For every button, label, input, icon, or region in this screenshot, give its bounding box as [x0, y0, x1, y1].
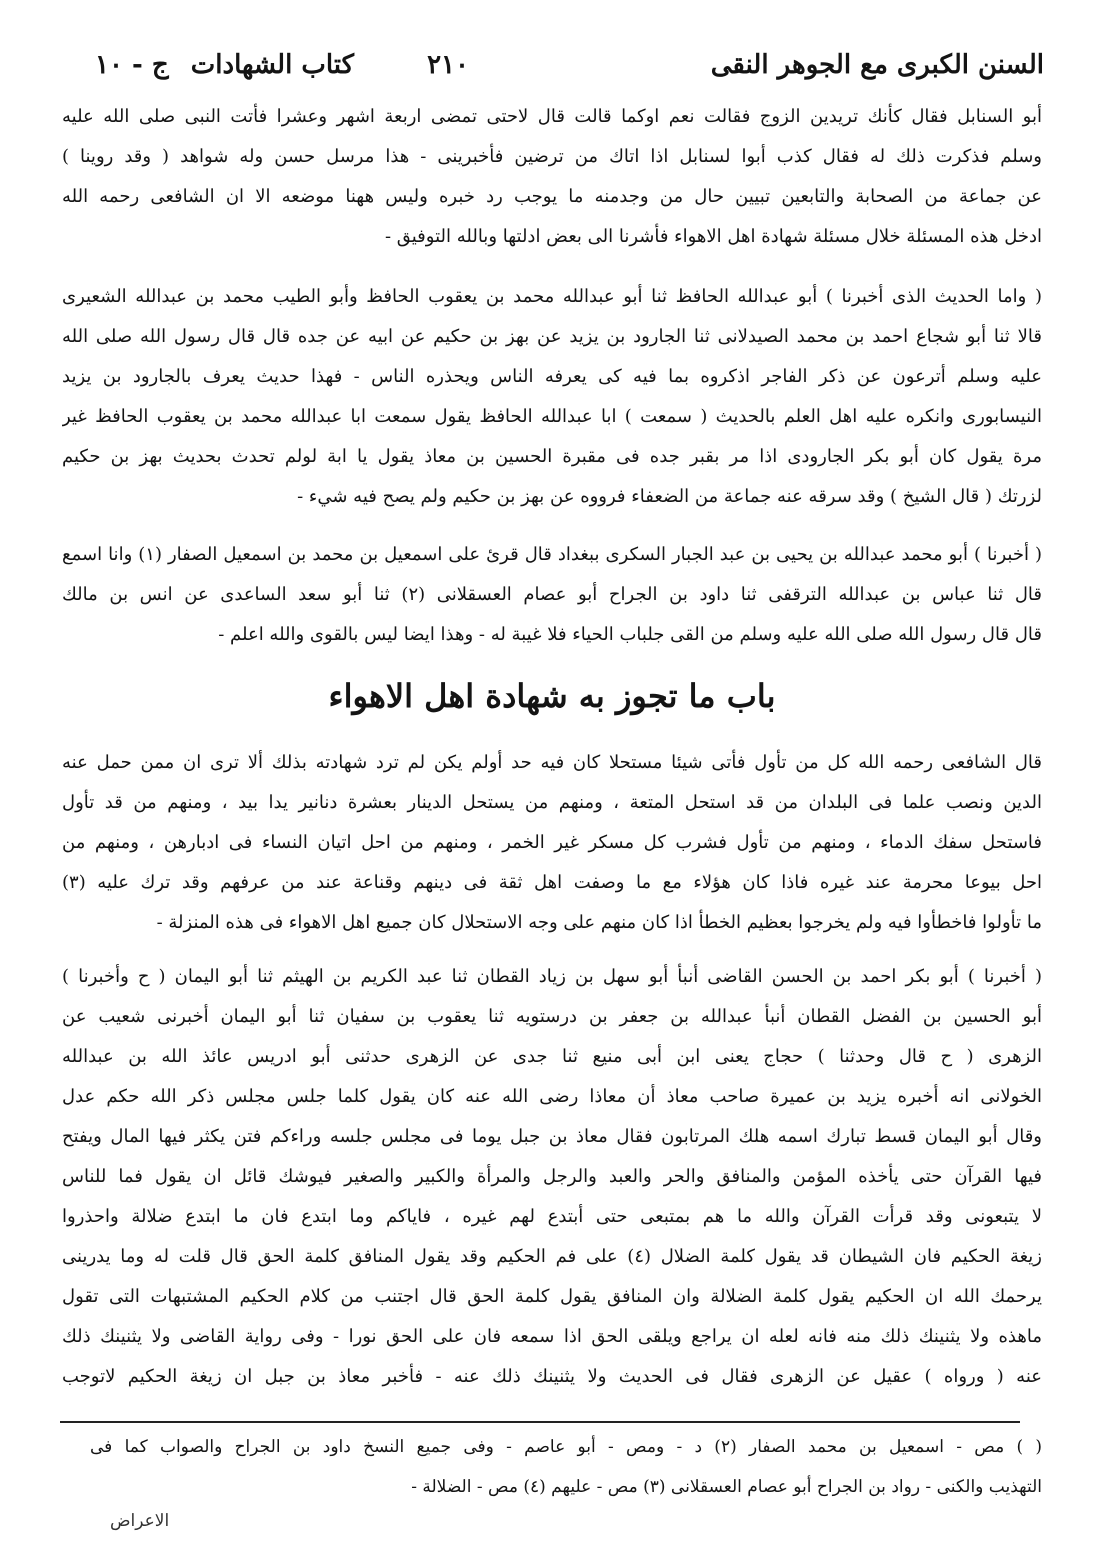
text-line: عنه ( ورواه ) عقيل عن الزهرى فقال فى الحديث ولا يثنينك ذلك عنه - فأخبر معاذ بن جبل ان زيغة الحكيم لاتوجب: [62, 1366, 1042, 1387]
text-line: عليه وسلم أترعون عن ذكر الفاجر اذكروه بما فيه كى يعرفه الناس ويحذره الناس - فهذا حديث يعرف بالجارود بن يزيد: [62, 366, 1042, 387]
text-line: قالا ثنا أبو شجاع احمد بن محمد الصيدلانى ثنا الجارود بن يزيد عن بهز بن حكيم عن ابيه عن جده قال قال رسول الله صلى الله: [62, 326, 1042, 347]
catchword: الاعراض: [110, 1511, 170, 1531]
text-line: قال ثنا عباس بن عبدالله الترقفى ثنا داود بن الجراح أبو عصام العسقلانى (٢) ثنا أبو سعد الساعدى عن انس بن مالك: [62, 584, 1042, 605]
text-line: ماهذه ولا يثنينك ذلك منه فانه لعله ان يراجع ويلقى الحق اذا سمعه فان على الحق نورا - وفى رواية القاضى ولا يثنينك ذلك: [62, 1326, 1042, 1347]
text-line: وسلم فذكرت ذلك له فقال كذب أبوا لسنابل اذا اتاك من ترضين فأخبرينى - هذا مرسل حسن وله شواهد ( وقد روينا ): [62, 146, 1042, 167]
text-line: قال قال رسول الله صلى الله عليه وسلم من القى جلباب الحياء فلا غيبة له - وهذا ايضا ليس بالقوى والله اعلم -: [218, 624, 1042, 645]
text-line: احل بيوعا محرمة عند غيره فاذا كان هؤلاء مع ما وصفت اهل ثقة فى دينهم وقناعة عند من عرفهم وقد ترك عليه (٣): [62, 872, 1042, 893]
text-line: ( أخبرنا ) أبو بكر احمد بن الحسن القاضى أنبأ أبو سهل بن زياد القطان ثنا عبد الكريم بن الهيثم ثنا أبو اليمان ( ح وأخبرنا ): [62, 966, 1042, 987]
text-line: لزرتك ( قال الشيخ ) وقد سرقه عنه جماعة من الضعفاء فرووه عن بهز بن حكيم ولم يصح فيه شيء -: [297, 486, 1042, 507]
volume-number: ج - ١٠: [95, 50, 169, 80]
text-line: ( واما الحديث الذى أخبرنا ) أبو عبدالله الحافظ ثنا أبو عبدالله محمد بن يعقوب الحافظ وأبو الطيب محمد بن عبدالله الشعيرى: [62, 286, 1042, 307]
text-line: الخولانى انه أخبره يزيد بن عميرة صاحب معاذ أن معاذا رضى الله عنه كان يقول كلما جلس مجلس ذكر الله حكم عدل: [62, 1086, 1042, 1107]
text-line: النيسابورى وانكره عليه اهل العلم بالحديث ( سمعت ) ابا عبدالله الحافظ يقول سمعت ابا عبدالله محمد بن يعقوب الحافظ غير: [62, 406, 1042, 427]
text-line: ما تأولوا فاخطأوا فيه ولم يخرجوا بعظيم الخطأ اذا كان منهم على وجه الاستحلال كان جميع اهل الاهواء فى هذه المنزلة -: [156, 912, 1042, 933]
text-line: ادخل هذه المسئلة خلال مسئلة شهادة اهل الاهواء فأشرنا الى بعض ادلتها وبالله التوفيق -: [384, 226, 1042, 247]
text-line: فيها القرآن حتى يأخذه المؤمن والمنافق والحر والعبد والرجل والمرأة والكبير والصغير فيوشك قائل ان يقول فما للناس: [62, 1166, 1042, 1187]
text-line: الدين ونصب علما فى البلدان من قد استحل المتعة ، ومنهم من يستحل الدينار بعشرة دنانير يدا بيد ، ومنهم من قد تأول: [62, 792, 1042, 813]
footnote-line: التهذيب والكنى - رواد بن الجراح أبو عصام العسقلانى (٣) مص - عليهم (٤) مص - الضلالة -: [411, 1477, 1042, 1497]
text-line: فاستحل سفك الدماء ، ومنهم من تأول فشرب كل مسكر غير الخمر ، ومنهم من احل اتيان النساء فى ادبارهن ، ومنهم من: [62, 832, 1042, 853]
text-line: أبو السنابل فقال كأنك تريدين الزوج فقالت نعم اوكما قالت قال لاحتى تمضى اربعة اشهر وعشرا فأتت النبى صلى الله عليه: [62, 106, 1042, 127]
running-header: [95, 50, 1044, 96]
section-title: كتاب الشهادات: [190, 50, 354, 80]
page-number: ٢١٠: [427, 50, 469, 80]
footnote-divider: [60, 1421, 1020, 1423]
text-line: يرحمك الله ان الحكيم يقول كلمة الضلالة وان المنافق يقول كلمة الحق قال اجتنب من كلام الحكيم المشتبهات التى تقول: [62, 1286, 1042, 1307]
text-line: الزهرى ( ح قال وحدثنا ) حجاج يعنى ابن أبى منيع ثنا جدى عن الزهرى حدثنى أبو ادريس عائذ الله بن عبدالله: [62, 1046, 1042, 1067]
text-line: لا يتبعونى وقد قرأت القرآن والله ما هم بمتبعى حتى أبتدع لهم غيره ، فاياكم وما ابتدع فان ما ابتدع ضلالة واحذروا: [62, 1206, 1042, 1227]
chapter-title: باب ما تجوز به شهادة اهل الاهواء: [328, 677, 776, 715]
text-line: عن جماعة من الصحابة والتابعين تبيين حال من وجدمنه ما يوجب رد خبره وليس ههنا موضعه الا ان الشافعى رحمه الله: [62, 186, 1042, 207]
text-line: وقال أبو اليمان قسط تبارك اسمه هلك المرتابون فقال معاذ بن جبل يوما فى مجلس جلسه وراءكم فتن يكثر فيها المال ويفتح: [62, 1126, 1042, 1147]
book-title: السنن الكبرى مع الجوهر النقى: [710, 50, 1044, 80]
text-line: أبو الحسين بن الفضل القطان أنبأ عبدالله بن جعفر بن درستويه ثنا يعقوب بن سفيان ثنا أبو اليمان أخبرنى شعيب عن: [62, 1006, 1042, 1027]
footnote-line: ( ) مص - اسمعيل بن محمد الصفار (٢) د - ومص - أبو عاصم - وفى جميع النسخ داود بن الجراح والصواب كما فى: [90, 1437, 1042, 1457]
text-line: قال الشافعى رحمه الله كل من تأول فأتى شيئا مستحلا كان فيه حد أولم يكن لم ترد شهادته بذلك ألا ترى ان ممن حمل عنه: [62, 752, 1042, 773]
text-line: مرة يقول كان أبو بكر الجارودى اذا مر بقبر جده فى مقبرة الحسين بن معاذ يقول يا ابة لولم تحدث بحديث بهز بن حكيم: [62, 446, 1042, 467]
text-line: زيغة الحكيم فان الشيطان قد يقول كلمة الضلال (٤) على فم الحكيم وقد يقول المنافق كلمة الحق قال قلت له وما يدرينى: [62, 1246, 1042, 1267]
text-line: ( أخبرنا ) أبو محمد عبدالله بن يحيى بن عبد الجبار السكرى ببغداد قال قرئ على اسمعيل بن محمد بن اسمعيل الصفار (١) وانا اسمع: [62, 544, 1042, 565]
